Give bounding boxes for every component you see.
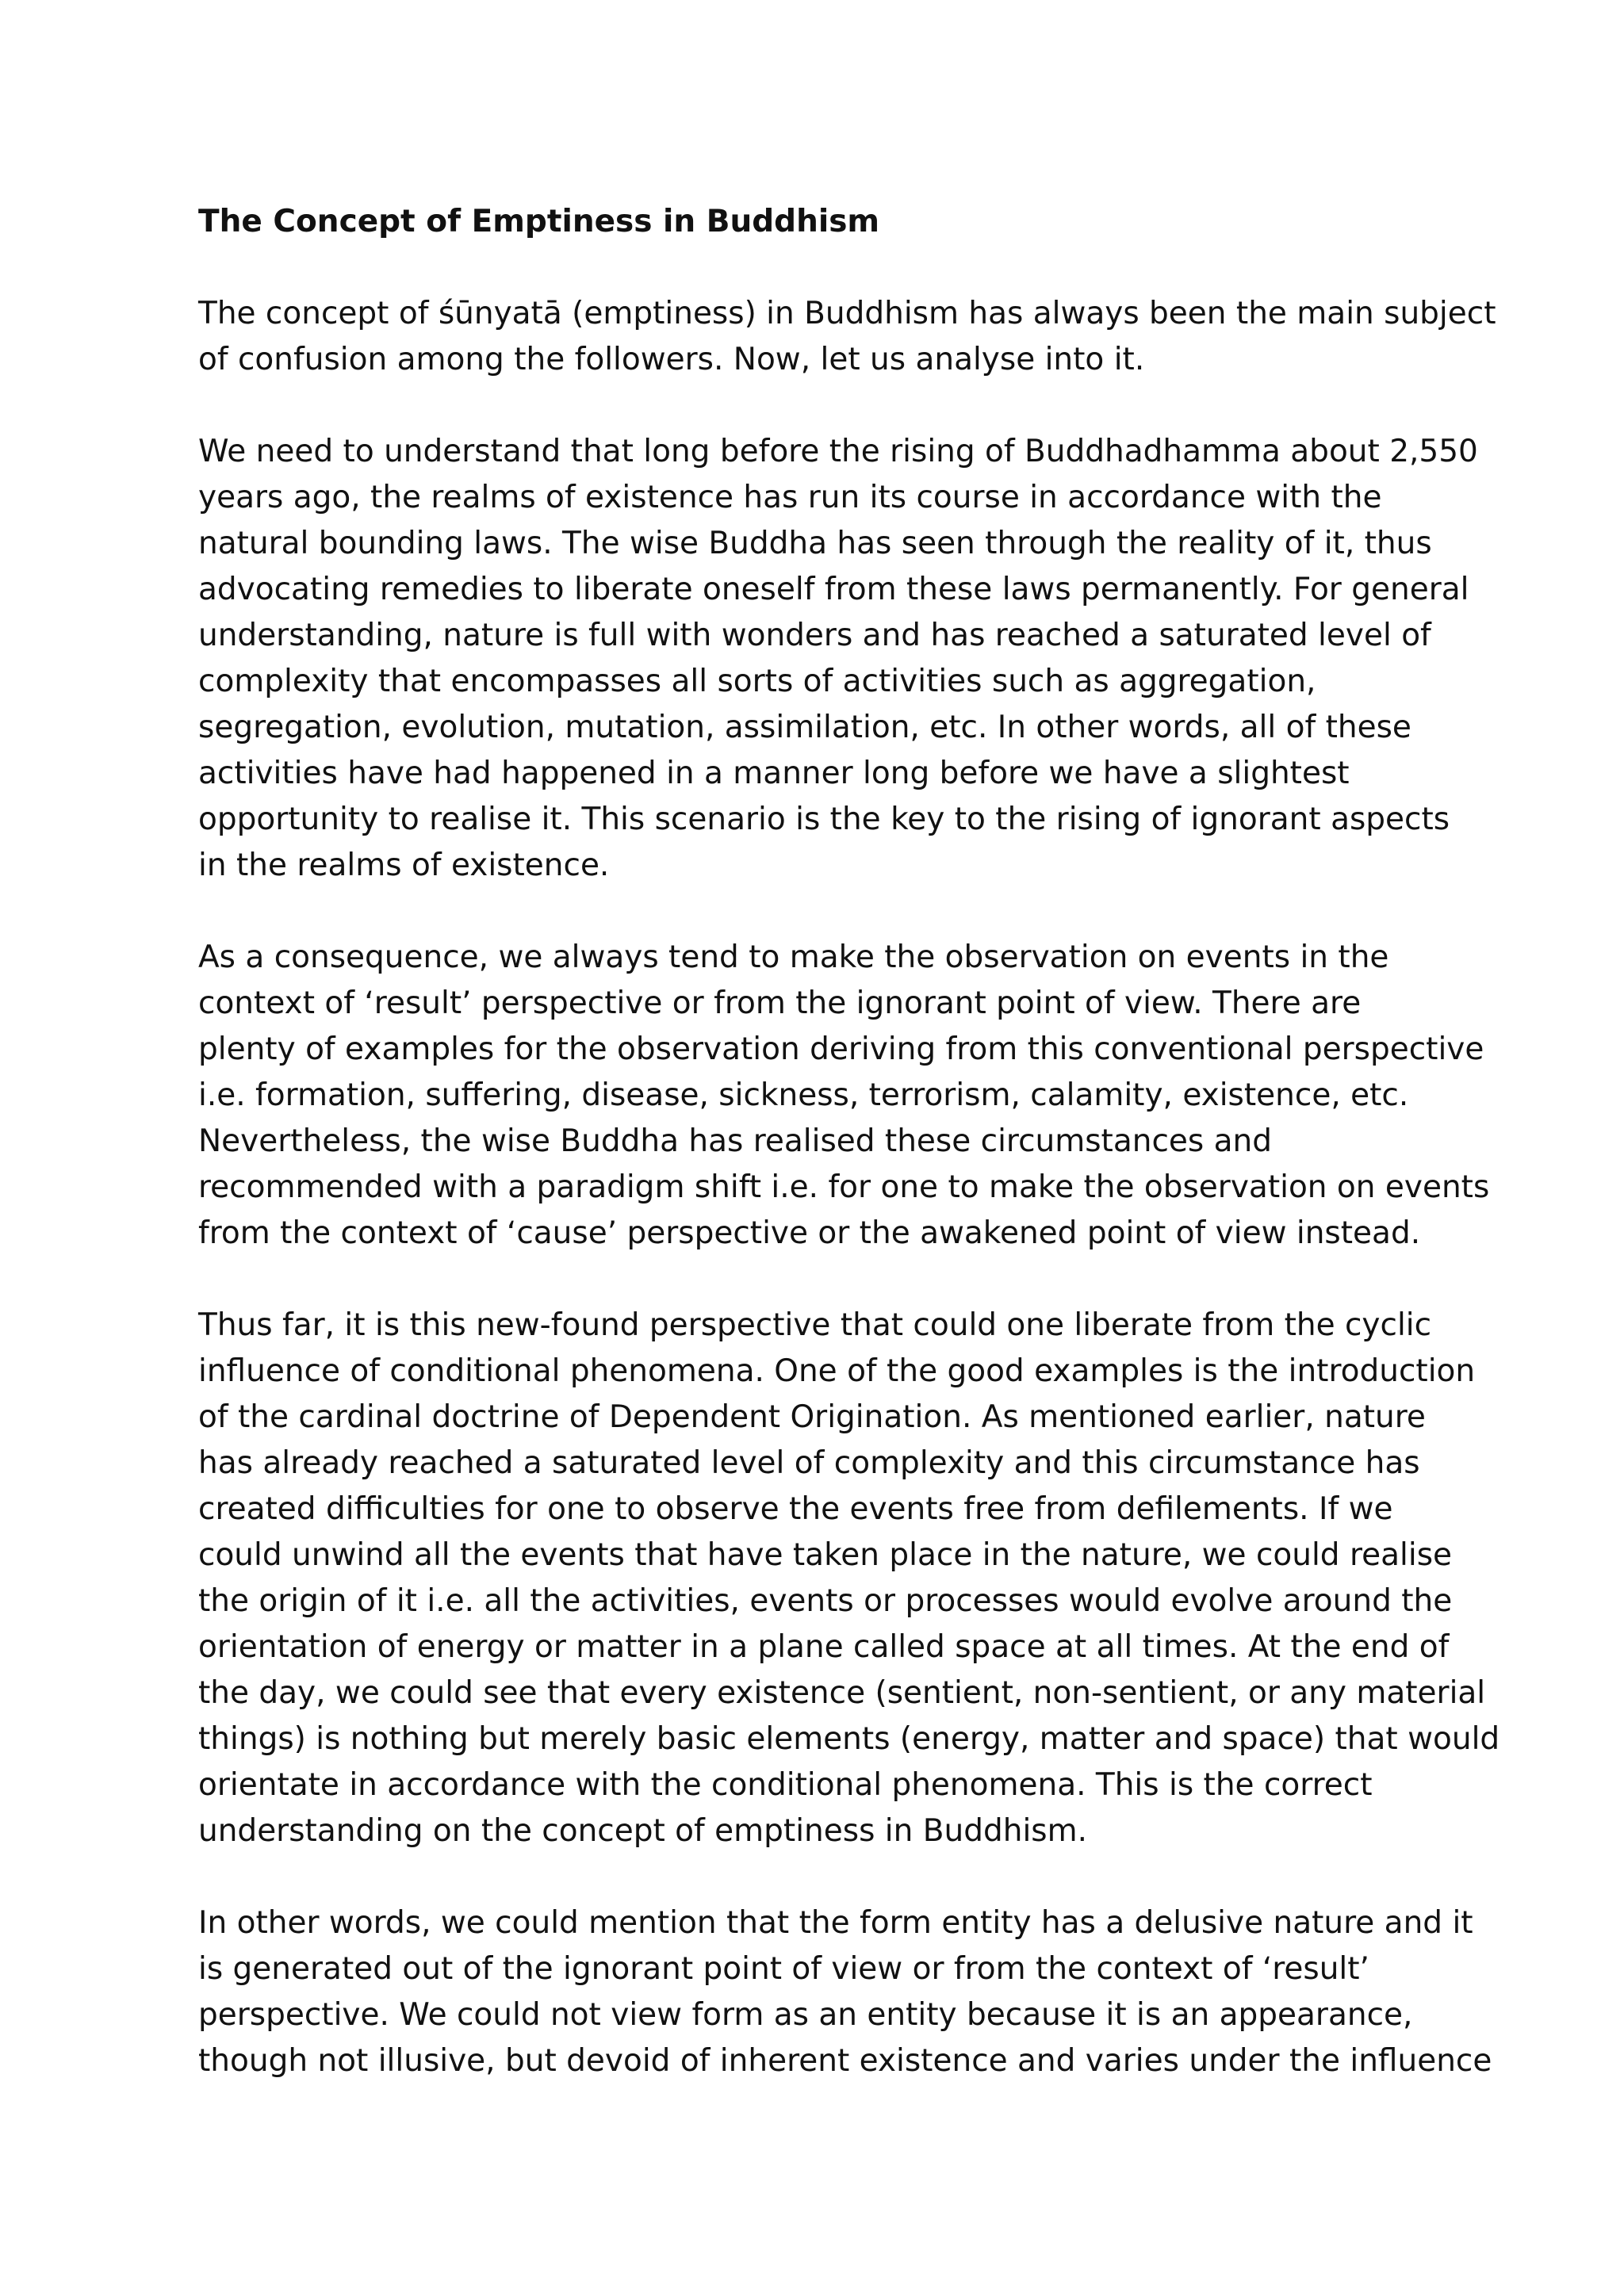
text-line: The concept of śūnyatā (emptiness) in Buddhism has always been the main subject: [198, 296, 1496, 331]
text-line: of confusion among the followers. Now, let us analyse into it.: [198, 342, 1145, 377]
paragraph: [198, 1900, 1492, 2084]
text-line: advocating remedies to liberate oneself from these laws permanently. For general: [198, 572, 1469, 607]
text-line: opportunity to realise it. This scenario is the key to the rising of ignorant aspects: [198, 802, 1450, 837]
text-line: natural bounding laws. The wise Buddha has seen through the reality of it, thus: [198, 526, 1432, 561]
text-line: Thus far, it is this new-found perspective that could one liberate from the cyclic: [198, 1307, 1432, 1343]
document-title: The Concept of Emptiness in Buddhism: [198, 204, 880, 239]
text-line: i.e. formation, suffering, disease, sickness, terrorism, calamity, existence, etc.: [198, 1077, 1409, 1113]
paragraph: [198, 291, 1496, 383]
text-line: Nevertheless, the wise Buddha has realised these circumstances and: [198, 1123, 1272, 1159]
text-line: years ago, the realms of existence has run its course in accordance with the: [198, 480, 1382, 515]
text-line: In other words, we could mention that the form entity has a delusive nature and it: [198, 1905, 1473, 1941]
text-line: the day, we could see that every existence (sentient, non-sentient, or any material: [198, 1675, 1486, 1711]
paragraph: [198, 1303, 1500, 1854]
paragraph-list: [198, 291, 1500, 2084]
text-line: in the realms of existence.: [198, 848, 610, 883]
text-line: perspective. We could not view form as an entity because it is an appearance,: [198, 1997, 1413, 2033]
text-line: recommended with a paradigm shift i.e. for one to make the observation on events: [198, 1169, 1490, 1205]
text-line: influence of conditional phenomena. One of the good examples is the introduction: [198, 1353, 1476, 1389]
text-line: could unwind all the events that have taken place in the nature, we could realise: [198, 1537, 1453, 1573]
text-line: plenty of examples for the observation deriving from this conventional perspective: [198, 1031, 1484, 1067]
text-line: As a consequence, we always tend to make the observation on events in the: [198, 939, 1389, 975]
text-line: orientation of energy or matter in a plane called space at all times. At the end of: [198, 1629, 1450, 1665]
text-line: has already reached a saturated level of complexity and this circumstance has: [198, 1445, 1420, 1481]
text-line: understanding on the concept of emptiness in Buddhism.: [198, 1813, 1087, 1849]
text-line: activities have had happened in a manner long before we have a slightest: [198, 756, 1350, 791]
text-line: context of ‘result’ perspective or from the ignorant point of view. There are: [198, 985, 1362, 1021]
text-line: We need to understand that long before the rising of Buddhadhamma about 2,550: [198, 434, 1478, 469]
text-line: orientate in accordance with the conditional phenomena. This is the correct: [198, 1767, 1373, 1803]
text-line: though not illusive, but devoid of inherent existence and varies under the influence: [198, 2043, 1492, 2079]
text-line: is generated out of the ignorant point of view or from the context of ‘result’: [198, 1951, 1369, 1987]
paragraph: [198, 429, 1478, 889]
text-line: created difficulties for one to observe the events free from defilements. If we: [198, 1491, 1393, 1527]
text-line: of the cardinal doctrine of Dependent Origination. As mentioned earlier, nature: [198, 1399, 1426, 1435]
text-line: complexity that encompasses all sorts of activities such as aggregation,: [198, 664, 1316, 699]
text-line: the origin of it i.e. all the activities, events or processes would evolve around the: [198, 1583, 1453, 1619]
text-line: things) is nothing but merely basic elements (energy, matter and space) that would: [198, 1721, 1500, 1757]
paragraph: [198, 935, 1490, 1257]
text-line: segregation, evolution, mutation, assimilation, etc. In other words, all of these: [198, 710, 1411, 745]
document-body: [198, 199, 1500, 2130]
text-line: from the context of ‘cause’ perspective or the awakened point of view instead.: [198, 1215, 1421, 1251]
text-line: understanding, nature is full with wonders and has reached a saturated level of: [198, 618, 1431, 653]
